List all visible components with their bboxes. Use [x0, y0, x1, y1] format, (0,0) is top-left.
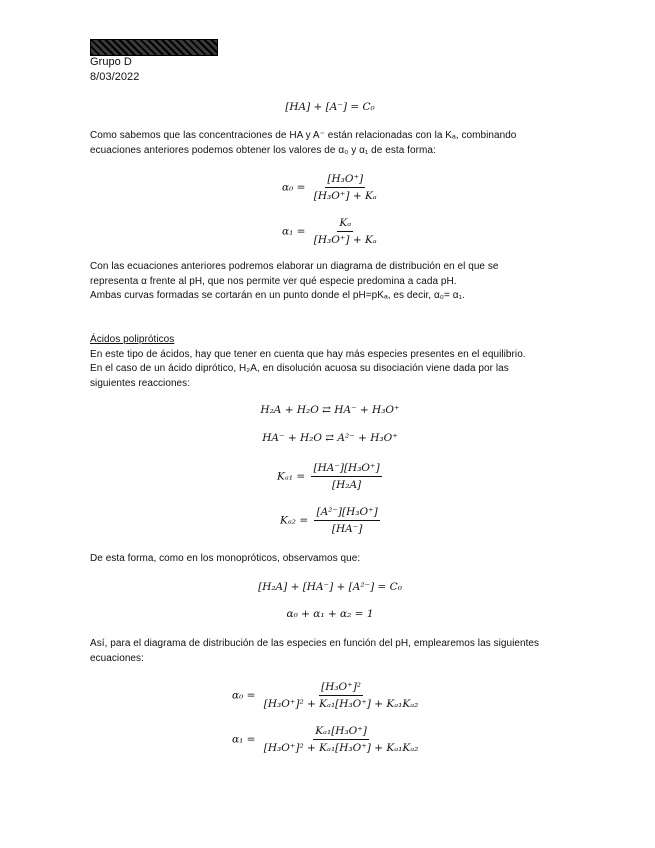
equation-ka1-denominator: [H₂A] — [332, 479, 362, 491]
equation-alpha1-lhs: α₁ = — [282, 225, 306, 238]
paragraph-4-line-1: Así, para el diagrama de distribución de las especies en función del pH, emplearemos las siguientes — [90, 638, 540, 649]
equation-alpha0-diprotic-fraction — [262, 680, 421, 711]
equation-alpha0-lhs: α₀ = — [282, 181, 306, 194]
equation-alpha1-denominator: [H₃O⁺] + Kₐ — [313, 234, 377, 246]
equation-ka2-numerator: [A²⁻][H₃O⁺] — [314, 505, 379, 521]
equation-alpha1-diprotic-numerator: Kₐ₁[H₃O⁺] — [313, 724, 369, 740]
equation-alpha1-diprotic — [232, 724, 420, 755]
equation-ka2-lhs: Kₐ₂ = — [280, 514, 309, 527]
equation-alpha1-numerator: Kₐ — [337, 216, 353, 232]
equation-ka1 — [277, 461, 382, 492]
equation-sum: [HA] + [A⁻] = C₀ — [285, 101, 375, 113]
equation-ka2-denominator: [HA⁻] — [331, 523, 363, 535]
paragraph-3: De esta forma, como en los monopróticos, observamos que: — [90, 553, 361, 564]
section-line-3: siguientes reacciones: — [90, 377, 191, 389]
section-line-1: En este tipo de ácidos, hay que tener en cuenta que hay más especies presentes en el equilibrio. — [90, 348, 526, 360]
redacted-name-bar — [90, 39, 218, 56]
equation-ka1-fraction — [311, 461, 381, 492]
equation-alpha0-numerator: [H₃O⁺] — [325, 172, 365, 188]
equation-alpha1-fraction — [312, 216, 379, 247]
paragraph-4 — [90, 637, 580, 666]
equation-alpha0-diprotic-denominator: [H₃O⁺]² + Kₐ₁[H₃O⁺] + Kₐ₁Kₐ₂ — [263, 698, 419, 710]
paragraph-2-line-1: Con las ecuaciones anteriores podremos elaborar un diagrama de distribución en el que se — [90, 261, 499, 272]
section-polyprotic — [90, 333, 570, 391]
equation-alpha1-diprotic-fraction — [262, 724, 421, 755]
paragraph-2-line-3: Ambas curvas formadas se cortarán en un punto donde el pH=pKₐ, es decir, α₀= α₁. — [90, 290, 465, 301]
equation-alpha1 — [282, 216, 379, 247]
equation-sum-diprotic: [H₂A] + [HA⁻] + [A²⁻] = C₀ — [258, 581, 402, 593]
equation-alpha0-diprotic-numerator: [H₃O⁺]² — [319, 680, 363, 696]
date-label: 8/03/2022 — [90, 71, 140, 83]
equation-alpha0-fraction — [312, 172, 379, 203]
paragraph-1 — [90, 129, 570, 158]
equation-alpha-sum: α₀ + α₁ + α₂ = 1 — [286, 608, 374, 620]
equation-alpha0-diprotic-lhs: α₀ = — [232, 689, 256, 702]
paragraph-2 — [90, 260, 570, 304]
reaction-1: H₂A + H₂O ⇄ HA⁻ + H₃O⁺ — [260, 404, 400, 416]
section-line-2: En el caso de un ácido diprótico, H₂A, en disolución acuosa su disociación viene dada por las — [90, 363, 509, 374]
paragraph-4-line-2: ecuaciones: — [90, 652, 144, 664]
equation-alpha0-denominator: [H₃O⁺] + Kₐ — [313, 190, 377, 202]
equation-alpha0-diprotic — [232, 680, 420, 711]
reaction-2: HA⁻ + H₂O ⇄ A²⁻ + H₃O⁺ — [262, 432, 398, 444]
section-title: Ácidos polipróticos — [90, 334, 175, 345]
equation-ka2 — [280, 505, 380, 536]
group-label: Grupo D — [90, 56, 132, 68]
paragraph-1-line-1: Como sabemos que las concentraciones de HA y A⁻ están relacionadas con la Kₐ, combinando — [90, 130, 517, 141]
paragraph-1-line-2: ecuaciones anteriores podemos obtener los valores de α₀ y α₁ de esta forma: — [90, 144, 436, 156]
equation-ka1-lhs: Kₐ₁ = — [277, 470, 306, 483]
equation-ka2-fraction — [314, 505, 379, 536]
equation-ka1-numerator: [HA⁻][H₃O⁺] — [311, 461, 381, 477]
equation-alpha1-diprotic-denominator: [H₃O⁺]² + Kₐ₁[H₃O⁺] + Kₐ₁Kₐ₂ — [263, 742, 419, 754]
paragraph-2-line-2: representa α frente al pH, que nos permite ver qué especie predomina a cada pH. — [90, 275, 457, 287]
equation-alpha1-diprotic-lhs: α₁ = — [232, 733, 256, 746]
equation-alpha0 — [282, 172, 379, 203]
